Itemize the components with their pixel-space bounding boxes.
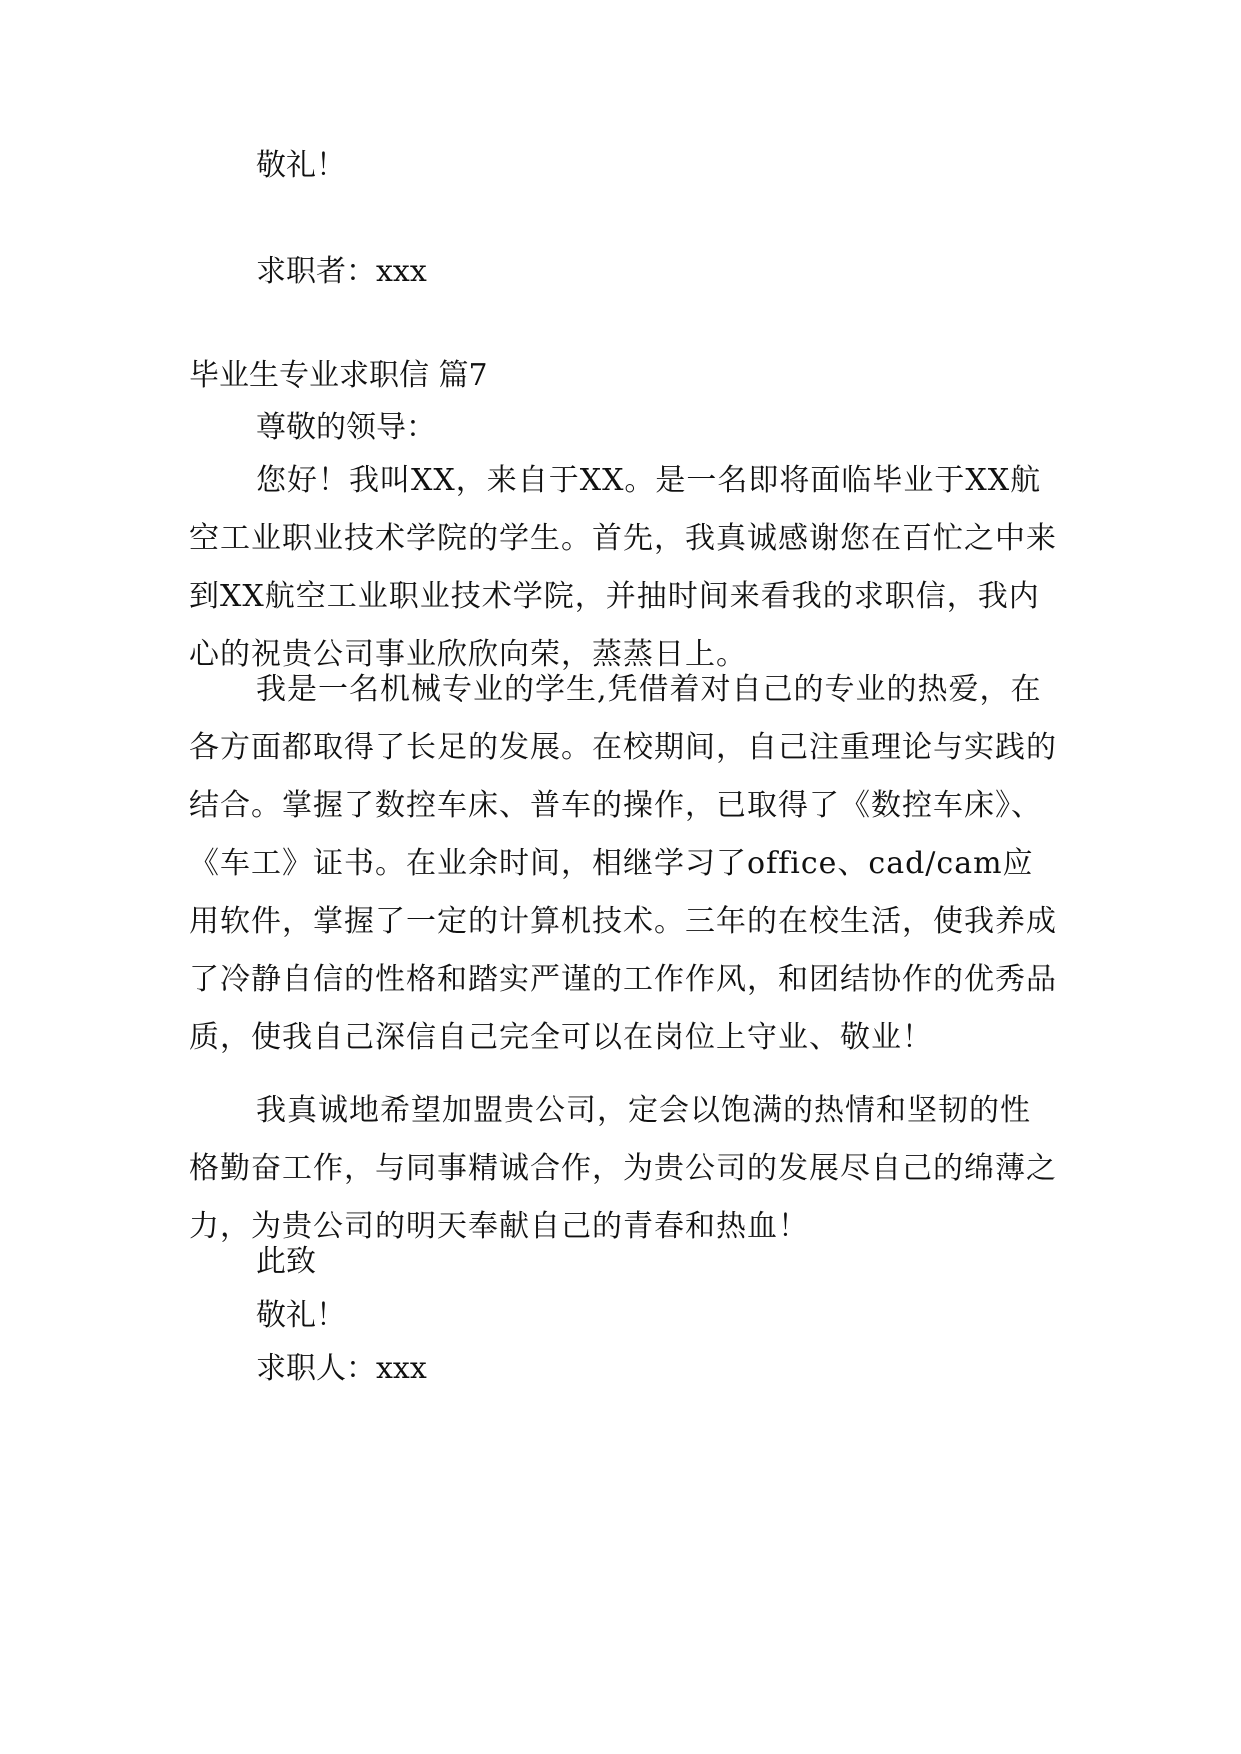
closing-text: 此致 xyxy=(256,1244,316,1279)
salute-text-2: 敬礼！ xyxy=(256,1298,346,1333)
paragraph-3: 我真诚地希望加盟贵公司，定会以饱满的热情和坚韧的性格勤奋工作，与同事精诚合作，为贵公司的发展尽自己的绵薄之力，为贵公司的明天奉献自己的青春和热血！ xyxy=(189,1093,1057,1244)
signature-text: 求职者：xxx xyxy=(256,254,427,289)
signature-text-2: 求职人：xxx xyxy=(256,1351,427,1386)
greeting-text: 尊敬的领导： xyxy=(256,410,436,445)
paragraph-1: 您好！我叫XX，来自于XX。是一名即将面临毕业于XX航空工业职业技术学院的学生。首先，我真诚感谢您在百忙之中来到XX航空工业职业技术学院，并抽时间来看我的求职信，我内心的祝贵公司事业欣欣向荣，蒸蒸日上。 xyxy=(189,463,1057,672)
paragraph-2: 我是一名机械专业的学生,凭借着对自己的专业的热爱，在各方面都取得了长足的发展。在校期间，自己注重理论与实践的结合。掌握了数控车床、普车的操作，已取得了《数控车床》、《车工》证书。在业余时间，相继学习了office、cad/cam应用软件，掌握了一定的计算机技术。三年的在校生活，使我养成了冷静自信的性格和踏实严谨的工作作风，和团结协作的优秀品质，使我自己深信自己完全可以在岗位上守业、敬业！ xyxy=(189,672,1057,1055)
section-heading: 毕业生专业求职信 篇7 xyxy=(189,358,488,393)
salute-text: 敬礼！ xyxy=(256,148,346,183)
